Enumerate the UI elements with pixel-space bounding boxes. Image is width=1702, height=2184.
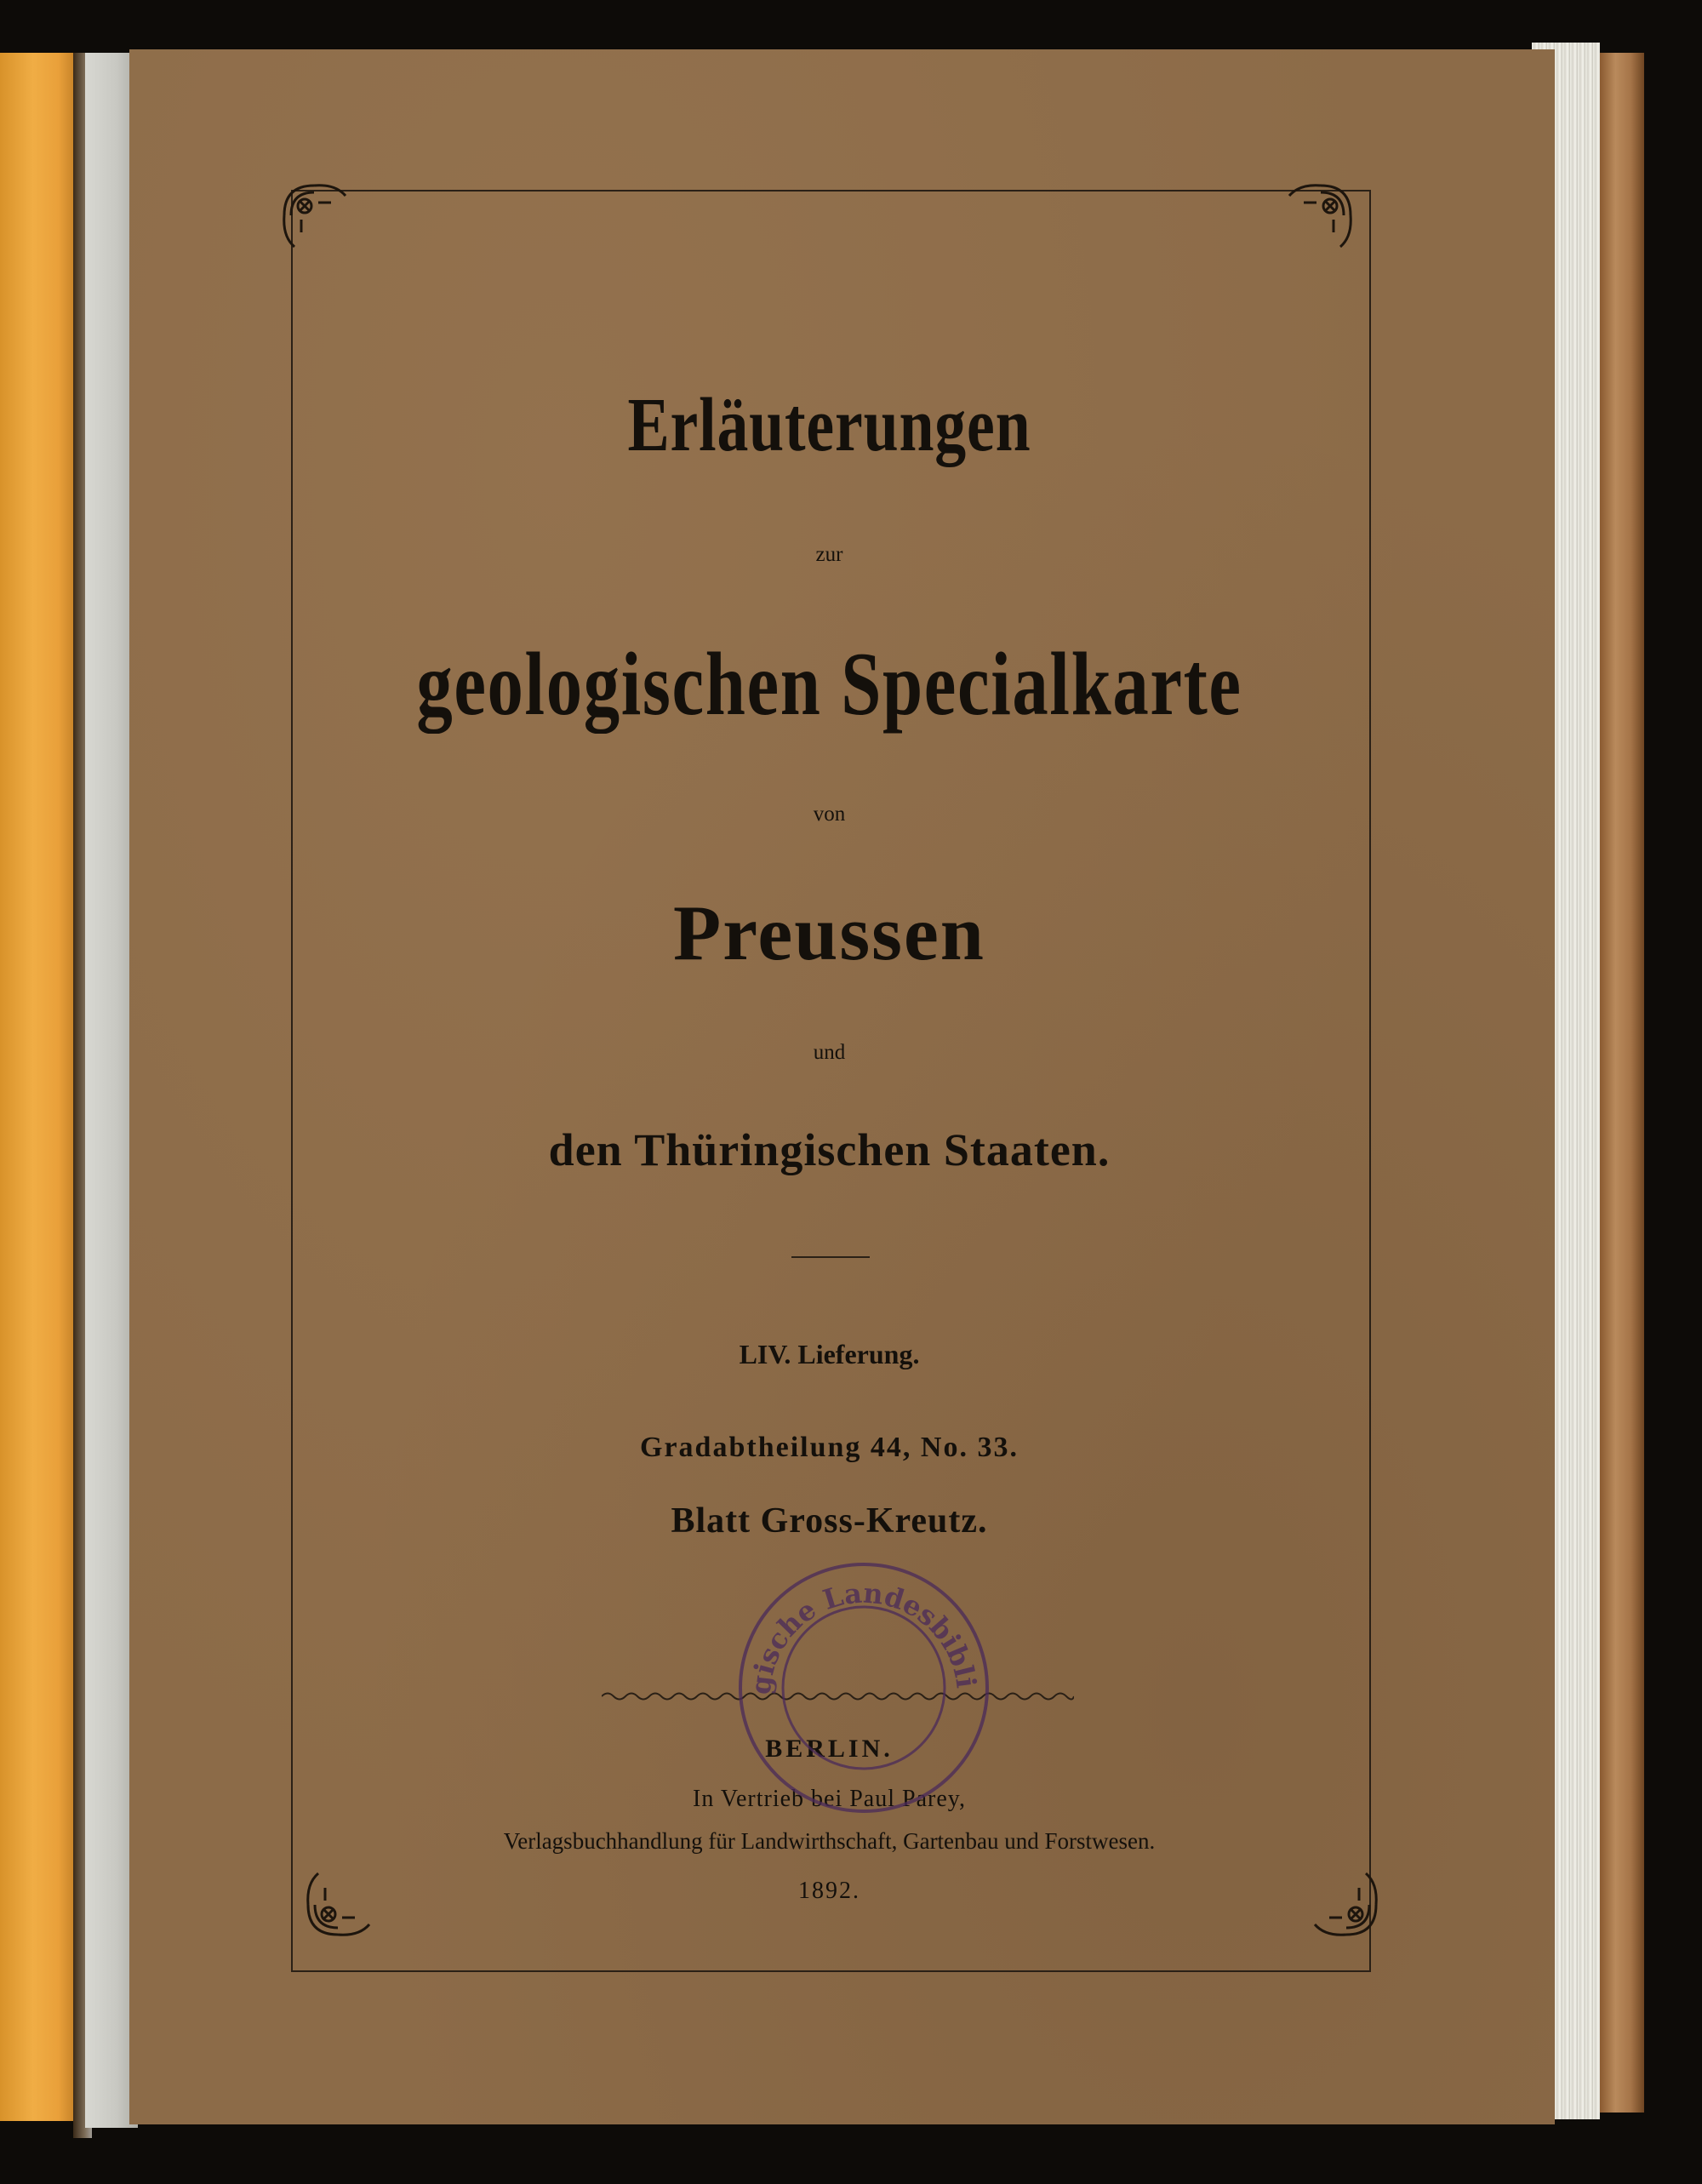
svg-text:…burgische Landesbibliothek <box>732 1556 983 1696</box>
imprint-city: BERLIN. <box>765 1735 894 1763</box>
delivery-number: LIV. Lieferung. <box>739 1339 920 1369</box>
connector-und: und <box>813 1041 846 1064</box>
library-stamp <box>732 1556 996 1820</box>
sheet-name: Blatt Gross-Kreutz. <box>671 1501 988 1541</box>
states-line: den Thüringischen Staaten. <box>548 1124 1111 1175</box>
distribution-line: In Vertrieb bei Paul Parey, <box>693 1786 966 1812</box>
page-title: Erläuterungen <box>627 383 1031 467</box>
cover-board <box>1600 53 1644 2113</box>
stamp-text: gische Landesbibli <box>744 1576 983 1696</box>
connector-zur: zur <box>815 543 843 566</box>
publisher-line: Verlagsbuchhandlung für Landwirthschaft, Gartenbau und Forstwesen. <box>503 1828 1156 1854</box>
grid-section: Gradabtheilung 44, No. 33. <box>640 1432 1019 1463</box>
corner-ornament-icon <box>1282 177 1359 254</box>
page-subtitle: geologischen Specialkarte <box>416 634 1242 734</box>
corner-ornament-icon <box>276 177 352 254</box>
divider-rule <box>791 1256 870 1258</box>
country-name: Preussen <box>673 889 985 976</box>
publication-year: 1892. <box>798 1878 860 1904</box>
connector-von: von <box>813 803 846 826</box>
book-spine <box>0 53 73 2121</box>
title-page <box>129 49 1555 2124</box>
